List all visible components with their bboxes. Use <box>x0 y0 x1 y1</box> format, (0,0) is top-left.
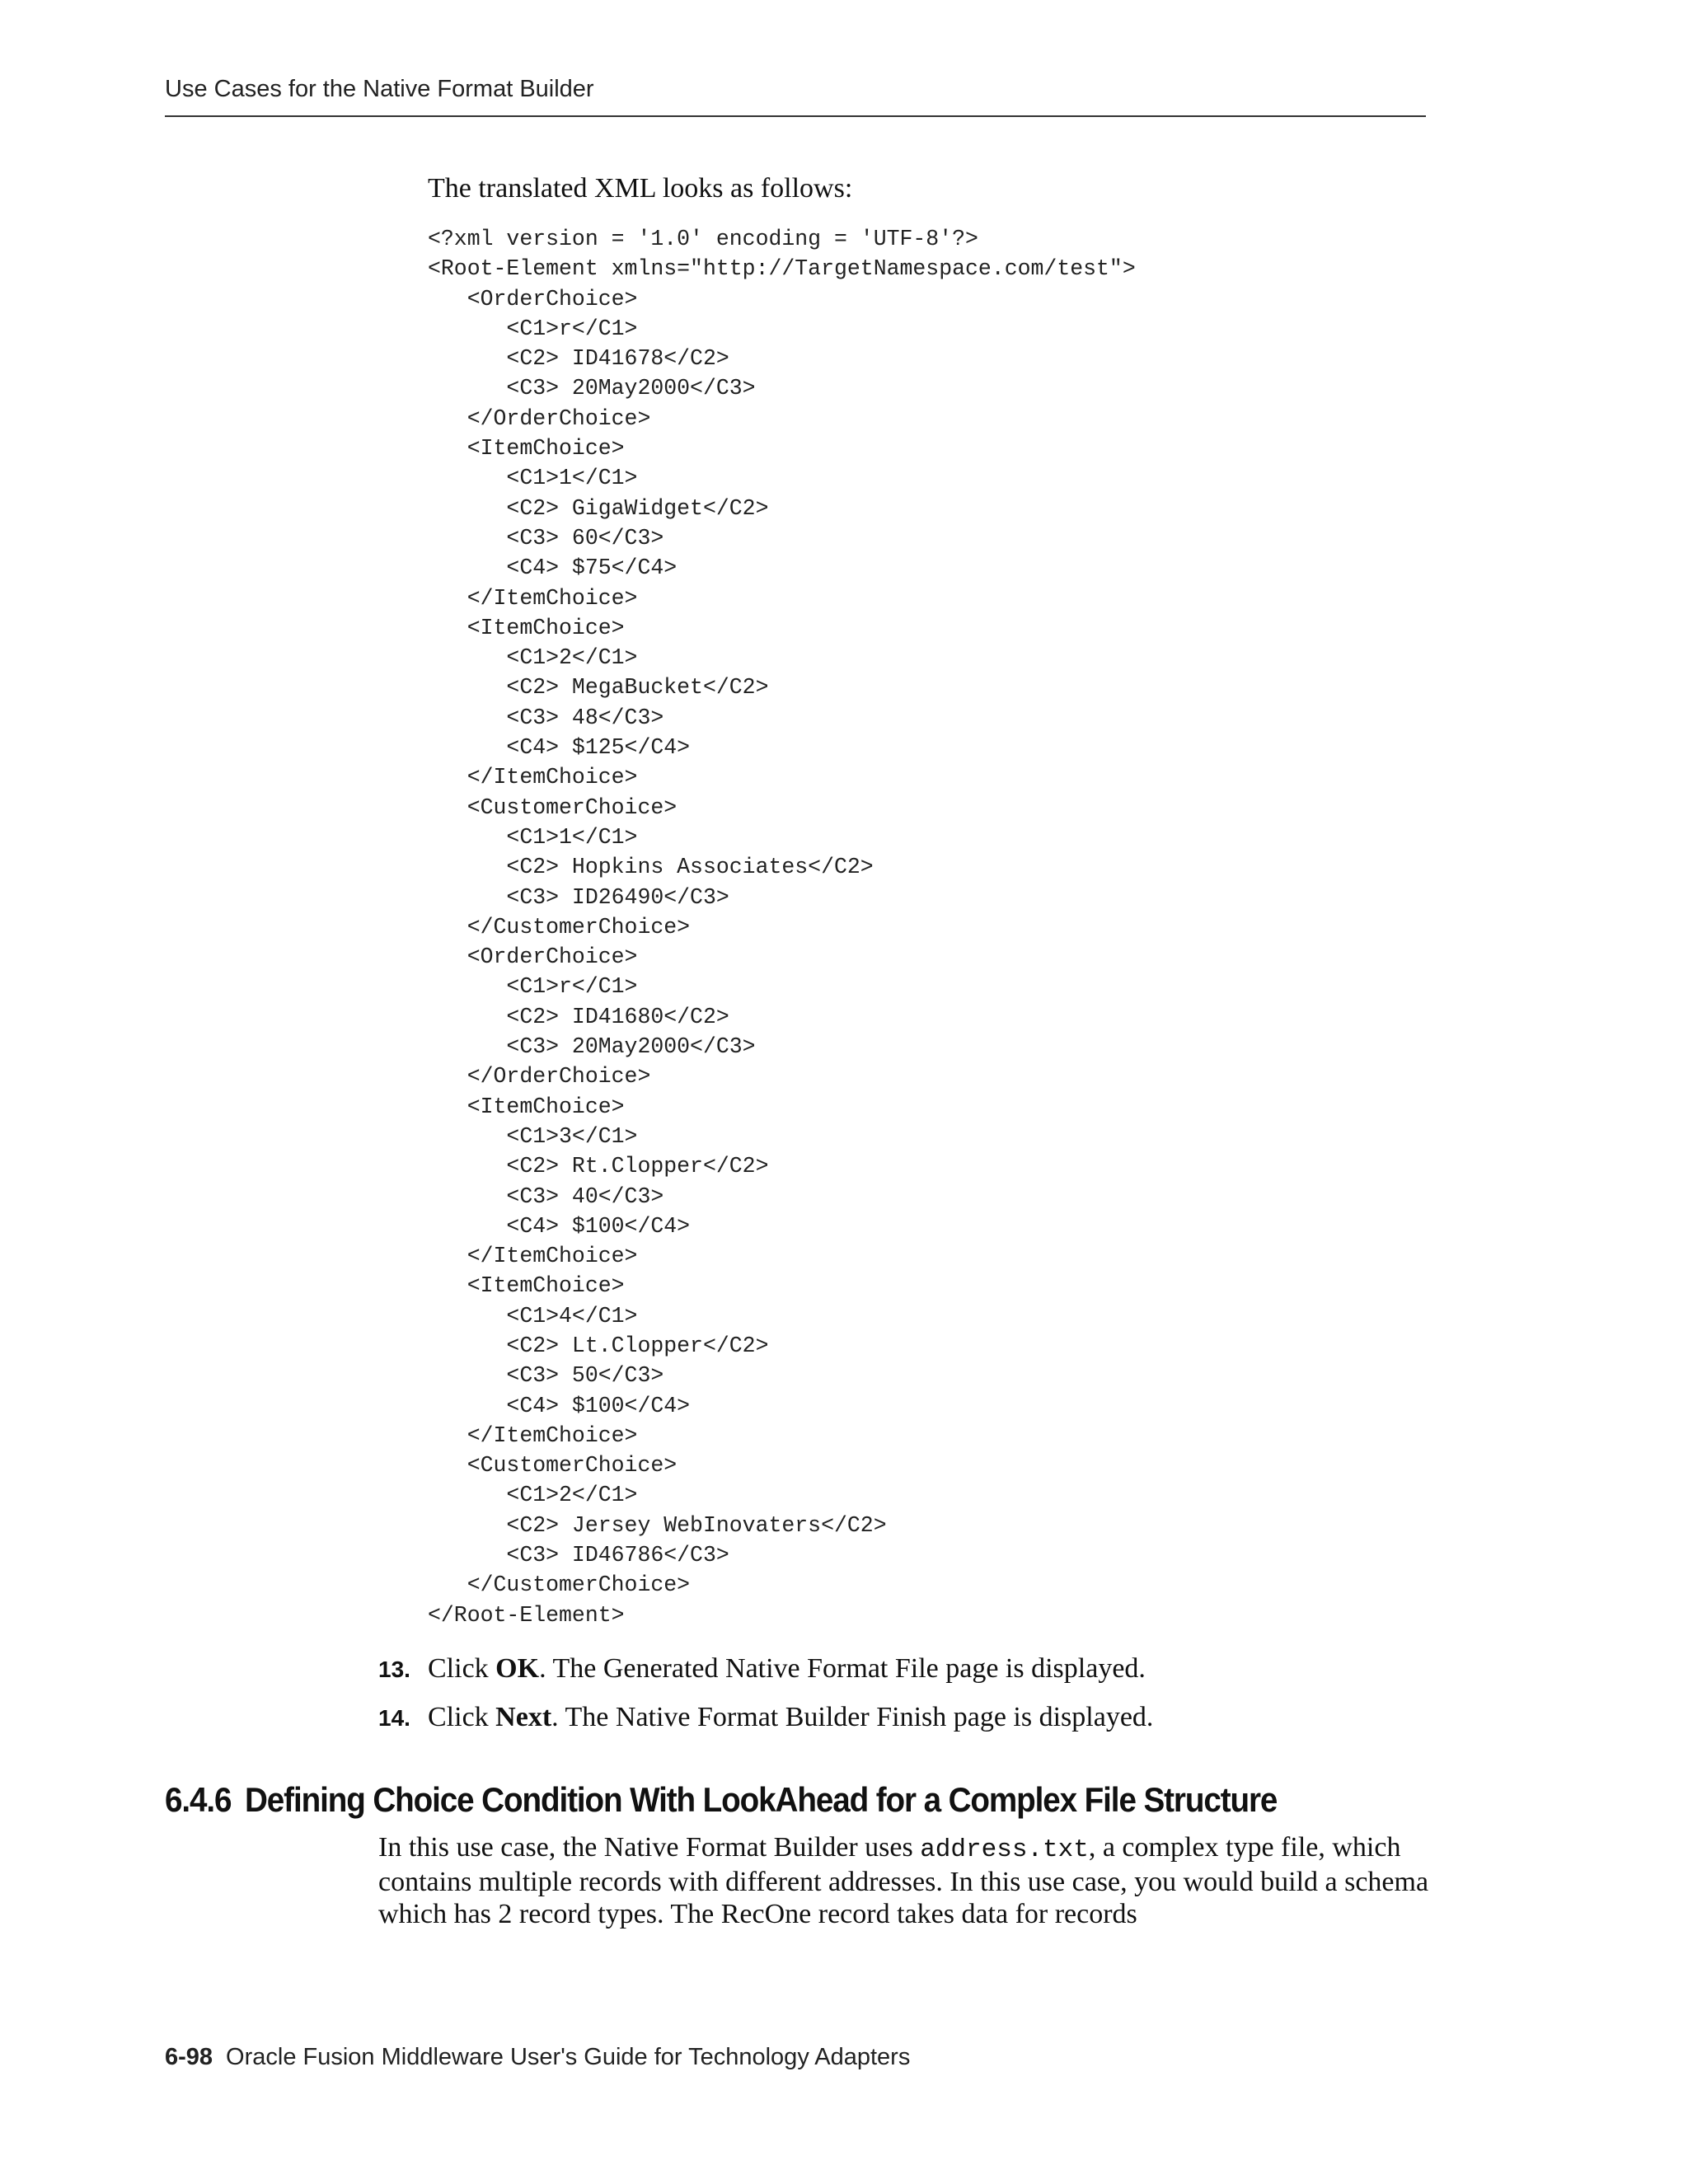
code-line: </ItemChoice> <box>428 1244 638 1269</box>
step-text: . The Generated Native Format File page is displayed. <box>539 1653 1146 1684</box>
code-line: <C1>4</C1> <box>428 1303 638 1329</box>
code-line: <C2> ID41680</C2> <box>428 1004 729 1029</box>
code-line: <C2> Lt.Clopper</C2> <box>428 1333 769 1358</box>
code-line: <C2> GigaWidget</C2> <box>428 495 769 521</box>
code-line: <C1>r</C1> <box>428 974 638 1000</box>
step-number: 13. <box>378 1657 410 1682</box>
page-number: 6-98 <box>165 2044 213 2070</box>
paragraph-text: In this use case, the Native Format Builder uses <box>378 1832 921 1863</box>
code-line: <?xml version = '1.0' encoding = 'UTF-8'?> <box>428 227 978 251</box>
code-line: <C3> 48</C3> <box>428 705 664 730</box>
running-header: Use Cases for the Native Format Builder <box>165 76 594 102</box>
code-line: <C4> $75</C4> <box>428 555 678 581</box>
section-paragraph <box>378 1831 1442 1930</box>
code-line: <C1>2</C1> <box>428 645 638 671</box>
code-line: </CustomerChoice> <box>428 1572 691 1598</box>
filename-code: address.txt <box>920 1835 1089 1864</box>
code-line: <C2> ID41678</C2> <box>428 346 729 372</box>
step-13 <box>378 1653 1146 1685</box>
code-line: <C1>1</C1> <box>428 466 638 491</box>
code-line: <CustomerChoice> <box>428 794 678 820</box>
code-line: <OrderChoice> <box>428 286 638 312</box>
code-line: <C3> 20May2000</C3> <box>428 1034 756 1060</box>
code-line: </OrderChoice> <box>428 405 651 431</box>
code-line: <C3> 20May2000</C3> <box>428 376 756 401</box>
code-line: <C3> 50</C3> <box>428 1363 664 1389</box>
code-line: <C4> $100</C4> <box>428 1393 691 1418</box>
code-line: <ItemChoice> <box>428 1273 625 1299</box>
page-footer <box>165 2044 910 2071</box>
code-line: <C2> Hopkins Associates</C2> <box>428 855 874 880</box>
step-14 <box>378 1702 1153 1733</box>
book-title: Oracle Fusion Middleware User's Guide for Technology Adapters <box>226 2044 911 2070</box>
code-line: <C4> $125</C4> <box>428 735 691 761</box>
code-line: <C2> Jersey WebInovaters</C2> <box>428 1512 887 1538</box>
code-line: <ItemChoice> <box>428 615 625 640</box>
step-text: Click <box>428 1702 496 1732</box>
code-line: <CustomerChoice> <box>428 1453 678 1479</box>
step-text: Click <box>428 1653 496 1684</box>
ok-label: OK <box>495 1653 540 1684</box>
code-line: <C2> Rt.Clopper</C2> <box>428 1154 769 1179</box>
step-text: . The Native Format Builder Finish page is displayed. <box>551 1702 1154 1732</box>
code-line: </Root-Element> <box>428 1602 625 1628</box>
code-line: </OrderChoice> <box>428 1064 651 1090</box>
code-line: <C3> ID26490</C3> <box>428 884 729 910</box>
code-line: <ItemChoice> <box>428 436 625 462</box>
code-line: <C1>2</C1> <box>428 1483 638 1508</box>
code-line: </CustomerChoice> <box>428 914 691 940</box>
header-divider <box>165 115 1426 117</box>
code-line: <Root-Element xmlns="http://TargetNamespace.com/test"> <box>428 256 1136 282</box>
paragraph-text: , a complex type file, which contains multiple records with different addresses. In this use case, you would build a schema which has 2 record types. The RecOne record takes data for records <box>378 1832 1429 1929</box>
code-line: <C1>r</C1> <box>428 316 638 341</box>
next-label: Next <box>495 1702 552 1732</box>
code-line: <C3> ID46786</C3> <box>428 1543 729 1568</box>
code-line: <C2> MegaBucket</C2> <box>428 675 769 701</box>
code-line: <C1>1</C1> <box>428 824 638 850</box>
code-line: <C1>3</C1> <box>428 1123 638 1149</box>
code-line: <C3> 40</C3> <box>428 1183 664 1209</box>
xml-code-block <box>428 224 1136 1630</box>
code-line: </ItemChoice> <box>428 765 638 790</box>
code-line: <C3> 60</C3> <box>428 525 664 551</box>
section-number: 6.4.6 <box>165 1780 232 1819</box>
section-title: Defining Choice Condition With LookAhead for a Complex File Structure <box>244 1780 1278 1819</box>
section-heading <box>165 1780 1277 1820</box>
code-line: <OrderChoice> <box>428 944 638 970</box>
code-line: </ItemChoice> <box>428 1422 638 1448</box>
step-number: 14. <box>378 1705 410 1731</box>
code-line: <ItemChoice> <box>428 1094 625 1119</box>
code-line: <C4> $100</C4> <box>428 1213 691 1239</box>
intro-sentence: The translated XML looks as follows: <box>428 173 853 204</box>
code-line: </ItemChoice> <box>428 585 638 611</box>
